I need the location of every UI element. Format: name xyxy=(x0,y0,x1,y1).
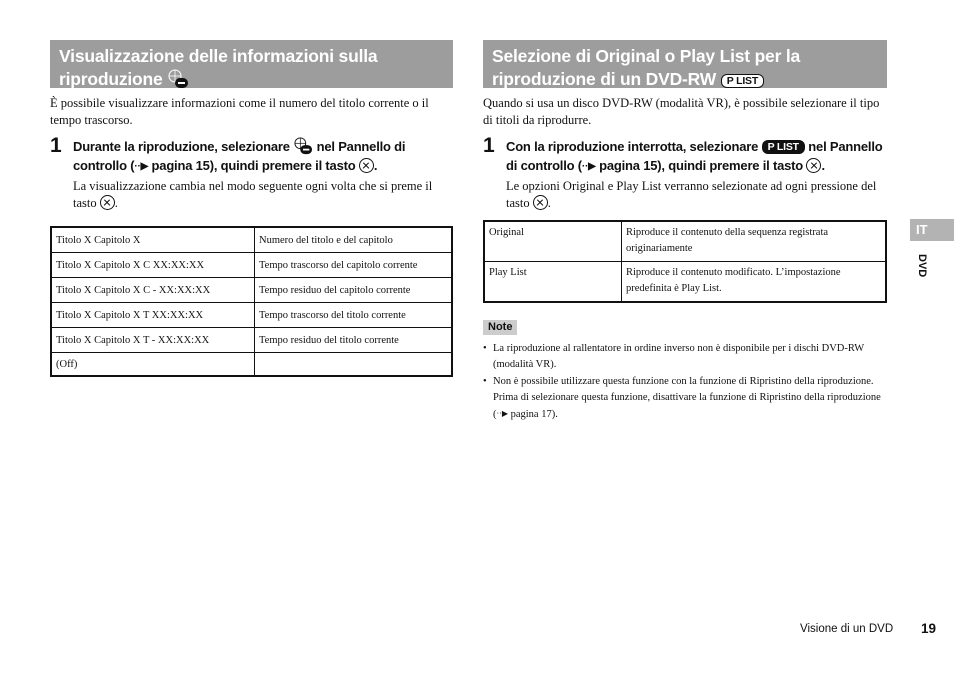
table-row xyxy=(484,262,886,303)
right-step-text-b: nel Pannello di controllo ( xyxy=(506,139,883,173)
page-reference-arrow-icon: ··▶ xyxy=(581,161,596,172)
table-row xyxy=(484,221,886,262)
table-row xyxy=(51,253,452,278)
right-step-text-c: pagina 15), quindi premere il tasto xyxy=(599,158,804,173)
left-heading-line2: riproduzione xyxy=(59,69,163,89)
cross-button-icon xyxy=(533,195,548,210)
right-column xyxy=(483,40,887,424)
right-step-description xyxy=(506,178,887,212)
right-heading-line1: Selezione di Original o Play List per la xyxy=(492,46,801,66)
table-cell: Tempo residuo del titolo corrente xyxy=(255,328,453,353)
left-desc-text-b: . xyxy=(114,196,118,210)
table-cell: Titolo X Capitolo X T - XX:XX:XX xyxy=(51,328,255,353)
section-side-label: DVD xyxy=(916,254,928,278)
table-cell: Titolo X Capitolo X T XX:XX:XX xyxy=(51,303,255,328)
cross-button-icon xyxy=(359,158,374,173)
info-display-icon xyxy=(293,137,313,155)
left-step-text-d: . xyxy=(373,158,378,173)
right-step-number: 1 xyxy=(483,134,495,157)
left-intro: È possibile visualizzare informazioni come il numero del titolo corrente o il tempo trascorso. xyxy=(50,96,429,127)
language-tab: IT xyxy=(910,219,954,241)
table-row xyxy=(51,353,452,377)
table-cell: Original xyxy=(484,221,622,262)
left-column xyxy=(50,40,453,377)
right-section-heading xyxy=(483,40,887,88)
cross-button-icon xyxy=(100,195,115,210)
left-step-text-a: Durante la riproduzione, selezionare xyxy=(73,139,290,154)
note-label: Note xyxy=(483,320,517,335)
left-step-instruction xyxy=(73,137,453,176)
table-cell: Titolo X Capitolo X xyxy=(51,227,255,253)
table-row xyxy=(51,227,452,253)
cross-button-icon xyxy=(806,158,821,173)
table-row xyxy=(51,278,452,303)
table-row xyxy=(51,303,452,328)
table-cell xyxy=(255,353,453,377)
right-heading-line2: riproduzione di un DVD-RW xyxy=(492,69,717,89)
table-cell: Play List xyxy=(484,262,622,303)
left-step-number: 1 xyxy=(50,134,62,157)
info-display-icon xyxy=(167,69,189,89)
page-reference-arrow-icon: ··▶ xyxy=(134,161,149,172)
table-cell: Riproduce il contenuto della sequenza registrata originariamente xyxy=(622,221,887,262)
table-cell: (Off) xyxy=(51,353,255,377)
left-desc-text-a: La visualizzazione cambia nel modo seguente ogni volta che si preme il tasto xyxy=(73,179,433,210)
right-desc-text-a: Le opzioni Original e Play List verranno selezionate ad ogni pressione del tasto xyxy=(506,179,877,210)
right-desc-text-b: . xyxy=(547,196,551,210)
footer-chapter-label: Visione di un DVD xyxy=(800,623,894,635)
left-step-text-c: pagina 15), quindi premere il tasto xyxy=(151,158,356,173)
table-row xyxy=(51,328,452,353)
page-number: 19 xyxy=(921,621,937,636)
table-cell: Tempo trascorso del titolo corrente xyxy=(255,303,453,328)
note-item xyxy=(483,374,887,423)
table-cell: Riproduce il contenuto modificato. L’impostazione predefinita è Play List. xyxy=(622,262,887,303)
right-step xyxy=(483,134,887,212)
notes-list xyxy=(483,341,887,423)
left-step xyxy=(50,134,453,212)
play-mode-table xyxy=(483,220,887,303)
right-step-text-a: Con la riproduzione interrotta, selezionare xyxy=(506,139,759,154)
info-display-table xyxy=(50,226,453,377)
table-cell: Numero del titolo e del capitolo xyxy=(255,227,453,253)
right-heading-line2-wrap xyxy=(492,68,879,91)
plist-icon: P LIST xyxy=(762,140,805,154)
page-reference-arrow-icon: ··▶ xyxy=(496,409,508,418)
right-intro: Quando si usa un disco DVD-RW (modalità VR), è possibile selezionare il tipo di titoli da riprodurre. xyxy=(483,96,880,127)
table-cell: Titolo X Capitolo X C - XX:XX:XX xyxy=(51,278,255,303)
table-cell: Titolo X Capitolo X C XX:XX:XX xyxy=(51,253,255,278)
right-step-text-d: . xyxy=(821,158,825,173)
table-cell: Tempo residuo del capitolo corrente xyxy=(255,278,453,303)
note-text-a: Non è possibile utilizzare questa funzione con la funzione di Ripristino della riproduzione. Prima di selezionare questa funzione, disattivare la funzione di Ripristino della riproduzione ( xyxy=(493,376,881,420)
note-item: • La riproduzione al rallentatore in ordine inverso non è disponibile per i dischi DVD-RW (modalità VR). xyxy=(483,341,887,373)
right-step-instruction xyxy=(506,137,887,176)
left-heading-line2-wrap xyxy=(59,68,445,91)
left-step-text-b: nel Pannello di controllo ( xyxy=(73,139,406,173)
left-heading-line1: Visualizzazione delle informazioni sulla xyxy=(59,46,378,66)
note-text-b: pagina 17). xyxy=(510,409,558,420)
left-step-description xyxy=(73,178,453,212)
plist-badge-icon: P LIST xyxy=(721,74,764,88)
table-cell: Tempo trascorso del capitolo corrente xyxy=(255,253,453,278)
left-section-heading xyxy=(50,40,453,88)
